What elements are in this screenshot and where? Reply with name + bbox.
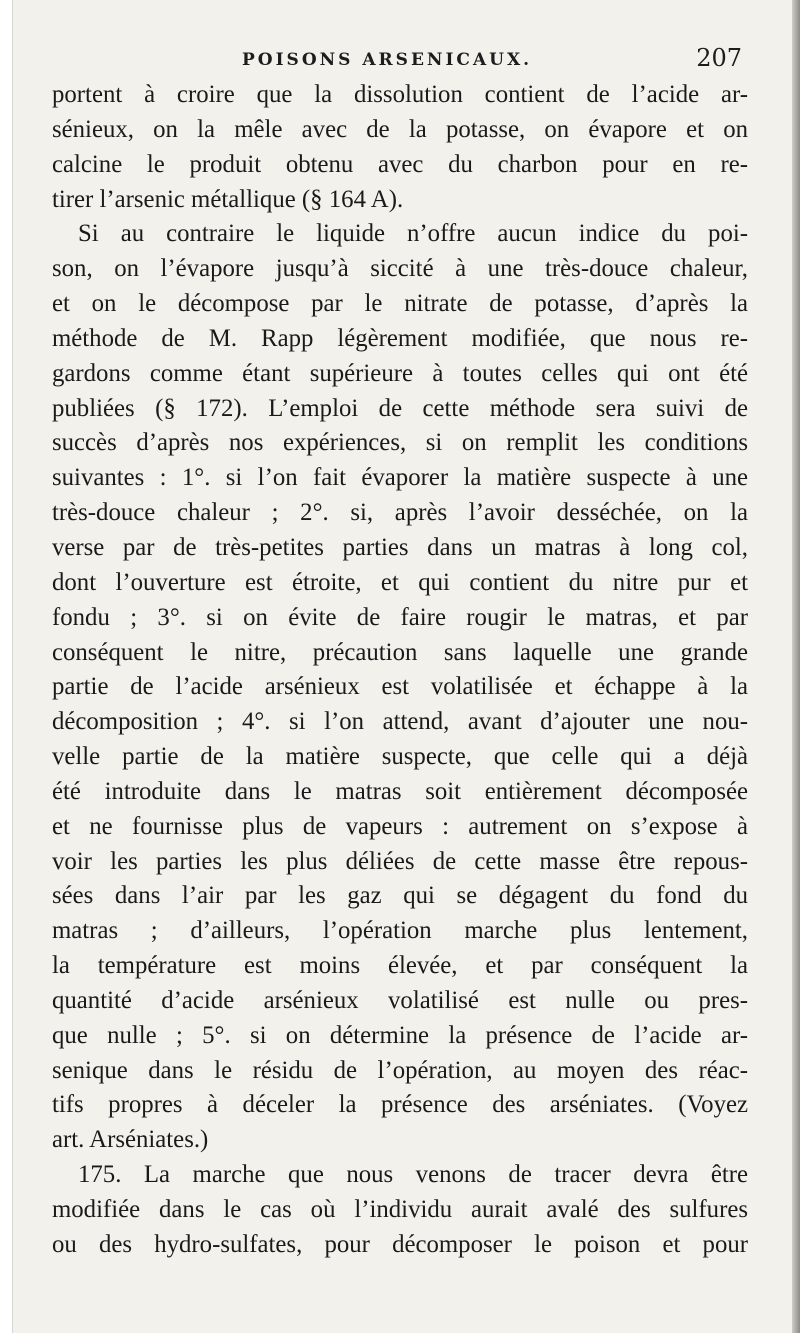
text-line: méthode de M. Rapp légèrement modifiée, que nous re- <box>52 324 748 352</box>
body-text <box>52 78 748 1263</box>
text-line: que nulle ; 5°. si on détermine la présence de l’acide ar- <box>52 1021 748 1049</box>
text-line: gardons comme étant supérieure à toutes celles qui ont été <box>52 359 748 387</box>
page-left-margin <box>0 0 13 1333</box>
text-line: Si au contraire le liquide n’offre aucun indice du poi- <box>78 220 748 248</box>
running-head: POISONS ARSENICAUX. <box>242 50 533 70</box>
text-line: sées dans l’air par les gaz qui se dégagent du fond du <box>52 882 748 910</box>
text-line: très-douce chaleur ; 2°. si, après l’avoir desséchée, on la <box>52 499 748 527</box>
text-line: quantité d’acide arsénieux volatilisé est nulle ou pres- <box>52 986 748 1014</box>
text-line: succès d’après nos expériences, si on remplit les conditions <box>52 429 748 457</box>
text-line: et ne fournisse plus de vapeurs : autrement on s’expose à <box>52 812 748 840</box>
text-line: suivantes : 1°. si l’on fait évaporer la matière suspecte à une <box>52 464 748 492</box>
text-line: décomposition ; 4°. si l’on attend, avant d’ajouter une nou- <box>52 708 748 736</box>
text-line: publiées (§ 172). L’emploi de cette méthode sera suivi de <box>52 394 748 422</box>
text-line: conséquent le nitre, précaution sans laquelle une grande <box>52 638 748 666</box>
text-line: art. Arséniates.) <box>52 1126 209 1154</box>
text-line: senique dans le résidu de l’opération, au moyen des réac- <box>52 1056 748 1084</box>
text-line: fondu ; 3°. si on évite de faire rougir le matras, et par <box>52 603 748 631</box>
text-line: la température est moins élevée, et par conséquent la <box>52 952 748 980</box>
page-header <box>52 44 744 78</box>
page-binding-shadow <box>792 0 800 1333</box>
text-line: son, on l’évapore jusqu’à siccité à une très-douce chaleur, <box>52 255 748 283</box>
text-line: sénieux, on la mêle avec de la potasse, on évapore et on <box>52 115 748 143</box>
text-line: et on le décompose par le nitrate de potasse, d’après la <box>52 290 748 318</box>
text-line: verse par de très-petites parties dans un matras à long col, <box>52 533 748 561</box>
text-line: velle partie de la matière suspecte, que celle qui a déjà <box>52 743 748 771</box>
text-line: dont l’ouverture est étroite, et qui contient du nitre pur et <box>52 568 748 596</box>
text-line: matras ; d’ailleurs, l’opération marche plus lentement, <box>52 917 748 945</box>
page-number: 207 <box>696 44 742 72</box>
text-line: partie de l’acide arsénieux est volatilisée et échappe à la <box>52 673 748 701</box>
text-line: calcine le produit obtenu avec du charbon pour en re- <box>52 150 748 178</box>
text-line: 175. La marche que nous venons de tracer devra être <box>78 1161 748 1189</box>
text-line: ou des hydro-sulfates, pour décomposer le poison et pour <box>52 1230 748 1258</box>
text-line: voir les parties les plus déliées de cette masse être repous- <box>52 847 748 875</box>
text-line: modifiée dans le cas où l’individu aurait avalé des sulfures <box>52 1196 748 1223</box>
text-line: portent à croire que la dissolution contient de l’acide ar- <box>52 81 748 108</box>
text-line: tifs propres à déceler la présence des arséniates. (Voyez <box>52 1091 748 1119</box>
text-line: été introduite dans le matras soit entièrement décomposée <box>52 777 748 805</box>
text-line: tirer l’arsenic métallique (§ 164 A). <box>52 185 404 213</box>
